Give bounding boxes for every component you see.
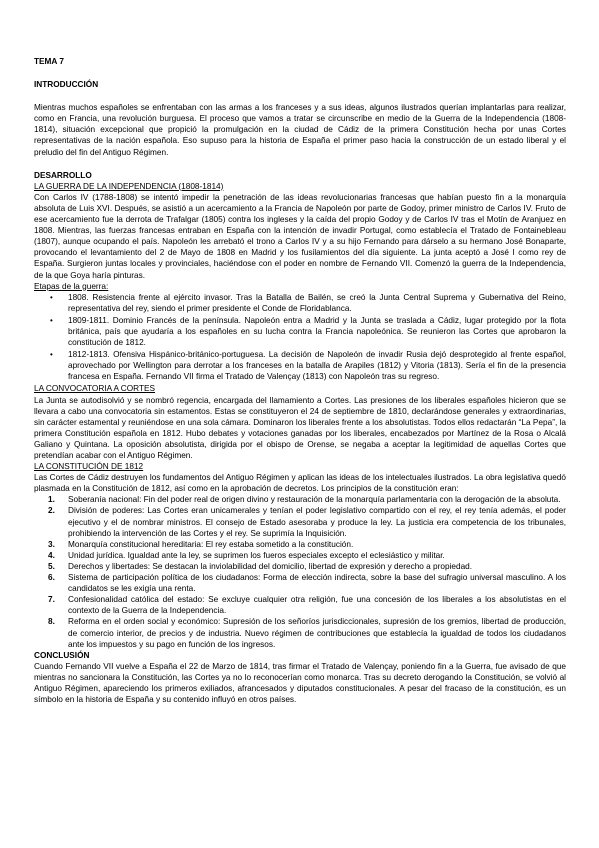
list-number: 1. [48, 495, 55, 505]
list-item [34, 572, 566, 594]
list-item [34, 292, 566, 314]
list-item [34, 561, 566, 572]
list-number: 6. [48, 573, 55, 583]
list-item [34, 349, 566, 382]
constitucion-title: LA CONSTITUCIÓN DE 1812 [34, 462, 144, 472]
guerra-title: LA GUERRA DE LA INDEPENDENCIA (1808-1814) [34, 181, 224, 191]
principio-text: Derechos y libertades: Se destacan la inviolabilidad del domicilio, libertad de expresión y derecho a propiedad. [68, 561, 473, 571]
list-item [34, 505, 566, 538]
document-page [34, 56, 566, 705]
bullet-icon: • [50, 292, 53, 302]
principios-list [34, 494, 566, 649]
list-item [34, 550, 566, 561]
list-item [34, 315, 566, 348]
list-number: 8. [48, 617, 55, 627]
etapas-list [34, 292, 566, 383]
convocatoria-paragraph: La Junta se autodisolvió y se nombró regencia, encargada del llamamiento a Cortes. Las presiones de los liberales españoles hicieron que se llevara a cabo una convocatoria sin estamentos. Estas se constituyeron el 24 de septiembre de 1810, declarándose generales y extraordinarias, sin carácter estamental y reuniéndose en una sola cámara. Dominaron los liberales frente a los absolutistas. Todos ellos redactarán “La Pepa”, la primera Constitución española en 1812. Hubo debates y votaciones ganadas por los liberales, encabezados por Martínez de la Rosa o Alcalá Galiano y Quintana. La oposición absolutista, dirigida por el obispo de Orense, se negaba a aceptar la legitimidad de aquellas Cortes que pretendían acabar con el Antiguo Régimen. [34, 395, 566, 460]
intro-paragraph: Mientras muchos españoles se enfrentaban con las armas a los franceses y a sus ideas, algunos ilustrados querían implantarlas para realizar, como en Francia, una revolución burguesa. El proceso que vamos a tratar se circunscribe en medio de la Guerra de la Independencia (1808-1814), situación excepcional que propició la promulgación en la ciudad de Cádiz de la primera Constitución hecha por unas Cortes representativas de la nación española. Eso supuso para la historia de España el primer paso hacia la construcción de un estado liberal y el preludio del fin del Antiguo Régimen. [34, 103, 566, 157]
constitucion-paragraph: Las Cortes de Cádiz destruyen los fundamentos del Antiguo Régimen y aplican las ideas de los intelectuales ilustrados. La obra legislativa quedó plasmada en la Constitución de 1812, así como en la aprobación de decretos. Los principios de la constitución eran: [34, 473, 566, 494]
conclusion-paragraph: Cuando Fernando VII vuelve a España el 22 de Marzo de 1814, tras firmar el Tratado de Valençay, poniendo fin a la Guerra, fue avisado de que mientras no sancionara la Constitución, las Cortes ya no lo reconocerían como monarca. Tras su decreto derogando la Constitución, se volvió al Antiguo Régimen, apareciendo los primeros exiliados, afrancesados y diputados constitucionales. A pesar del fracaso de la constitución, es un símbolo en la historia de España y su contenido influyó en otros países. [34, 661, 566, 705]
etapa-text: 1808. Resistencia frente al ejército invasor. Tras la Batalla de Bailén, se creó la Junta Central Suprema y Gubernativa del Reino, representativa del rey, siendo el primer presidente el Conde de Floridablanca. [68, 292, 566, 313]
bullet-icon: • [50, 315, 53, 325]
list-item [34, 539, 566, 550]
principio-text: Sistema de participación política de los ciudadanos: Forma de elección indirecta, sobre la base del sufragio universal masculino. A los candidatos se les exigía una renta. [68, 573, 566, 594]
list-number: 5. [48, 561, 55, 571]
etapa-text: 1809-1811. Dominio Francés de la península. Napoleón entra a Madrid y la Junta se traslada a Cádiz, lugar protegido por la flota británica, país que ayudaría a los españoles en su lucha contra la Francia napoleónica. Se reunieron las Cortes que aprobaron la constitución de 1812. [68, 315, 566, 348]
list-item [34, 616, 566, 649]
etapa-text: 1812-1813. Ofensiva Hispánico-británico-portuguesa. La decisión de Napoleón de invadir Rusia dejó desprotegido al frente español, aprovechado por Wellington para derrotar a los franceses en la batalla de Arapiles (1812) y Vitoria (1813). Sería el fin de la presencia francesa en España. Fernando VII firma el Tratado de Valençay (1813) con Napoleón tras su regreso. [68, 350, 566, 382]
principio-text: División de poderes: Las Cortes eran unicamerales y tenían el poder legislativo compartido con el rey, el rey tenía además, el poder ejecutivo y el de nombrar ministros. El consejo de Estado asesoraba y produce la ley. La justicia era competencia de los tribunales, prohibiendo la intervención de las Cortes y el rey. Se suprimía la Inquisición. [68, 506, 566, 538]
list-number: 3. [48, 539, 55, 549]
bullet-icon: • [50, 350, 53, 360]
tema-label: TEMA 7 [34, 57, 64, 66]
etapas-title: Etapas de la guerra: [34, 281, 109, 291]
conclusion-heading: CONCLUSIÓN [34, 650, 90, 660]
list-number: 7. [48, 595, 55, 605]
principio-text: Monarquía constitucional hereditaria: El rey estaba sometido a la constitución. [68, 539, 354, 549]
principio-text: Confesionalidad católica del estado: Se excluye cualquier otra religión, fue una concesión de los liberales a los absolutistas en el contexto de la Guerra de la Independencia. [68, 595, 566, 616]
list-item [34, 494, 566, 505]
list-number: 4. [48, 550, 55, 560]
guerra-paragraph: Con Carlos IV (1788-1808) se intentó impedir la penetración de las ideas revolucionarias francesas que habían puesto fin a la monarquía absoluta de Luis XVI. Después, se asistió a un acercamiento a la Francia de Napoleón por parte de Godoy, primer ministro de Carlos IV. Fruto de ese acercamiento fue la derrota de Trafalgar (1805) contra los ingleses y la caída del propio Godoy y de Carlos IV tras el Motín de Aranjuez en 1808. Mientras, las fuerzas francesas entraban en España con la intención de invadir Portugal, como establecía el Tratado de Fontainebleau (1807), aunque ocupando el país. Napoleón les arrebató el trono a Carlos IV y a su hijo Fernando para dárselo a su hermano José Bonaparte, provocando el levantamiento del 2 de Mayo de 1808 en Madrid y los fusilamientos del día siguiente. La junta aceptó a José I como rey de España. Surgieron juntas locales y provinciales, haciéndose con el poder en nombre de Fernando VII. Comenzó la guerra de la Independencia, de la que Goya haría pinturas. [34, 192, 566, 280]
principio-text: Unidad jurídica. Igualdad ante la ley, se suprimen los fueros especiales excepto el eclesiástico y militar. [68, 550, 445, 560]
convocatoria-title: LA CONVOCATORIA A CORTES [34, 384, 156, 394]
intro-heading: INTRODUCCIÓN [34, 80, 99, 90]
list-item [34, 594, 566, 616]
principio-text: Reforma en el orden social y económico: Supresión de los señoríos jurisdiccionales, supresión de los gremios, libertad de producción, de comercio interior, de precios y de industria. Nuevo régimen de contribuciones que establecía la igualdad de todos los ciudadanos ante los impuestos y su pago en función de los ingresos. [68, 617, 566, 649]
principio-text: Soberanía nacional: Fin del poder real de origen divino y restauración de la monarquía parlamentaria con la derogación de la absoluta. [68, 495, 561, 505]
list-number: 2. [48, 506, 55, 516]
desarrollo-heading: DESARROLLO [34, 170, 92, 180]
